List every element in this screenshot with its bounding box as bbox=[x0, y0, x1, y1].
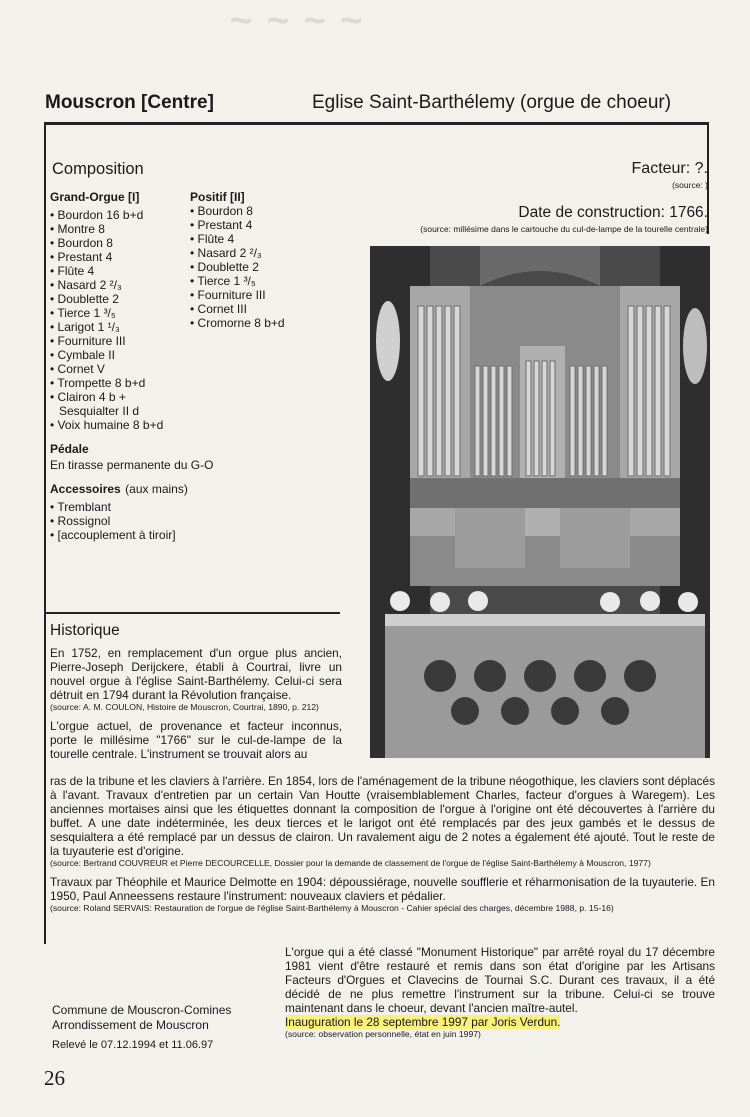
stop-item: • Cymbale II bbox=[50, 348, 190, 362]
historique-source-1: (source: A. M. COULON, Histoire de Mouscron, Courtrai, 1890, p. 212) bbox=[50, 702, 319, 712]
historique-paragraph-2a: L'orgue actuel, de provenance et facteur inconnus, porte le millésime "1766" sur le cul-de-lampe de la tourelle centrale. L'instrument se trouvait alors au bbox=[50, 718, 342, 761]
stop-item: • Prestant 4 bbox=[190, 218, 350, 232]
stop-item: • Doublette 2 bbox=[50, 292, 190, 306]
historique-paragraph-3: Travaux par Théophile et Maurice Delmotte en 1904: dépoussiérage, nouvelle soufflerie et réharmonisation de la tuyauterie. En 1950, Paul Anneessens restaure l'instrument: nouveaux claviers et pédalier. bbox=[50, 874, 715, 903]
inauguration-line bbox=[285, 1015, 715, 1029]
commune-block bbox=[52, 1003, 231, 1033]
composition-title: Composition bbox=[52, 160, 144, 178]
bleed-through-text: ~ ~ ~ ~ bbox=[230, 0, 365, 42]
stop-item: • Fourniture III bbox=[190, 288, 350, 302]
facteur-label: Facteur: ?. bbox=[631, 160, 708, 177]
historique-source-4: (source: observation personnelle, état en juin 1997) bbox=[285, 1029, 481, 1039]
stop-item: • Flûte 4 bbox=[50, 264, 190, 278]
commune-line-2: Arrondissement de Mouscron bbox=[52, 1018, 209, 1032]
historique-source-3: (source: Roland SERVAIS: Restauration de l'orgue de l'église Saint-Barthélemy à Mouscron - Cahier spécial des charges, décembre 1988, p. 15-16) bbox=[50, 902, 614, 913]
historique-source-2: (source: Bertrand COUVREUR et Pierre DECOURCELLE, Dossier pour la demande de classement de l'orgue de l'église Saint-Barthélemy à Mouscron, 1977) bbox=[50, 858, 651, 868]
stop-item: • [accouplement à tiroir] bbox=[50, 528, 188, 542]
facteur-source: (source: ) bbox=[672, 180, 708, 190]
stop-item: • Prestant 4 bbox=[50, 250, 190, 264]
construction-date: Date de construction: 1766. bbox=[518, 204, 708, 221]
historique-paragraph-2b: ras de la tribune et les claviers à l'arrière. En 1854, lors de l'aménagement de la tribune néogothique, les claviers sont déplacés à l'avant. Travaux d'entretien par un certain Van Houtte (vraisemblablement Charles, facteur d'orgues à Waregem). Les anciennes mortaises ainsi que les étiquettes donnant la composition de l'orgue à l'origine ont été découvertes à l'arrière du buffet. A une date indéterminée, les deux tierces et le larigot ont été remplacés par des jeux gambés et le dessus de sesquialtera a été remplacé par un dessus de clairon. Un ravalement aigu de 2 notes a également été ajouté. Tout le reste de la tuyauterie est d'origine. bbox=[50, 774, 715, 858]
positif-column bbox=[190, 190, 350, 330]
stop-item: • Flûte 4 bbox=[190, 232, 350, 246]
stop-item: • Bourdon 8 bbox=[50, 236, 190, 250]
stop-item: • Trompette 8 b+d bbox=[50, 376, 190, 390]
releve-date: Relevé le 07.12.1994 et 11.06.97 bbox=[52, 1039, 214, 1051]
pedale-text: En tirasse permanente du G-O bbox=[50, 458, 214, 472]
stop-item: • Cromorne 8 b+d bbox=[190, 316, 350, 330]
page-number: 26 bbox=[44, 1066, 65, 1090]
organ-photo bbox=[370, 246, 710, 758]
positif-stops bbox=[190, 204, 350, 330]
stop-item: • Tremblant bbox=[50, 500, 188, 514]
inauguration-highlight: Inauguration le 28 septembre 1997 par Joris Verdun. bbox=[285, 1015, 561, 1029]
stop-subline: Sesquialter II d bbox=[59, 404, 140, 418]
frame-left-rule bbox=[44, 124, 46, 944]
stop-item: • Montre 8 bbox=[50, 222, 190, 236]
organ-illustration bbox=[370, 246, 710, 758]
stop-item: • Bourdon 8 bbox=[190, 204, 350, 218]
construction-source: (source: millésime dans le cartouche du cul-de-lampe de la tourelle centrale) bbox=[420, 224, 708, 234]
stop-item: • Larigot 1 ¹/₃ bbox=[50, 320, 190, 334]
stop-item: • Tierce 1 ³/₅ bbox=[50, 306, 190, 320]
stop-item: • Bourdon 16 b+d bbox=[50, 208, 190, 222]
accessoires-items bbox=[50, 500, 188, 542]
stop-item: • Clairon 4 b + bbox=[50, 390, 190, 404]
stop-item: • Doublette 2 bbox=[190, 260, 350, 274]
accessoires-heading: Accessoires bbox=[50, 482, 121, 496]
stop-item: • Nasard 2 ²/₃ bbox=[50, 278, 190, 292]
historique-rule bbox=[46, 612, 340, 614]
church-title: Eglise Saint-Barthélemy (orgue de choeur) bbox=[312, 92, 672, 113]
accessoires-block bbox=[50, 480, 188, 542]
historique-full-width bbox=[50, 774, 715, 913]
accessoires-suffix: (aux mains) bbox=[125, 482, 188, 496]
historique-right-column bbox=[285, 945, 715, 1040]
grand-orgue-heading: Grand-Orgue [I] bbox=[50, 190, 140, 204]
historique-title: Historique bbox=[50, 622, 120, 639]
stop-item: • Voix humaine 8 b+d bbox=[50, 418, 190, 432]
historique-paragraph-4: L'orgue qui a été classé "Monument Historique" par arrêté royal du 17 décembre 1981 vient d'être restauré et remis dans son état d'origine par les Artisans Facteurs d'Orgues et Clavecins de Tournai S.C. Durant ces travaux, il a été décidé de ne plus remettre l'instrument sur la tribune. Celui-ci se trouve maintenant dans le choeur, devant l'ancien maître-autel. bbox=[285, 945, 715, 1015]
stop-item: • Cornet V bbox=[50, 362, 190, 376]
stop-item: • Rossignol bbox=[50, 514, 188, 528]
commune-line-1: Commune de Mouscron-Comines bbox=[52, 1003, 232, 1017]
historique-left-column bbox=[50, 646, 342, 761]
stop-item: • Tierce 1 ³/₅ bbox=[190, 274, 350, 288]
grand-orgue-column bbox=[50, 190, 190, 432]
positif-heading: Positif [II] bbox=[190, 190, 245, 204]
stop-item: • Fourniture III bbox=[50, 334, 190, 348]
stop-item: • Cornet III bbox=[190, 302, 350, 316]
header-rule bbox=[44, 122, 709, 125]
grand-orgue-stops bbox=[50, 208, 190, 432]
pedale-heading: Pédale bbox=[50, 442, 89, 456]
stop-item: • Nasard 2 ²/₃ bbox=[190, 246, 350, 260]
location-title: Mouscron [Centre] bbox=[45, 92, 214, 113]
historique-paragraph-1: En 1752, en remplacement d'un orgue plus ancien, Pierre-Joseph Derijckere, établi à Courtrai, livre un nouvel orgue à l'église Saint-Barthélemy. Celui-ci sera détruit en 1794 durant la Révolution française. bbox=[50, 646, 342, 702]
